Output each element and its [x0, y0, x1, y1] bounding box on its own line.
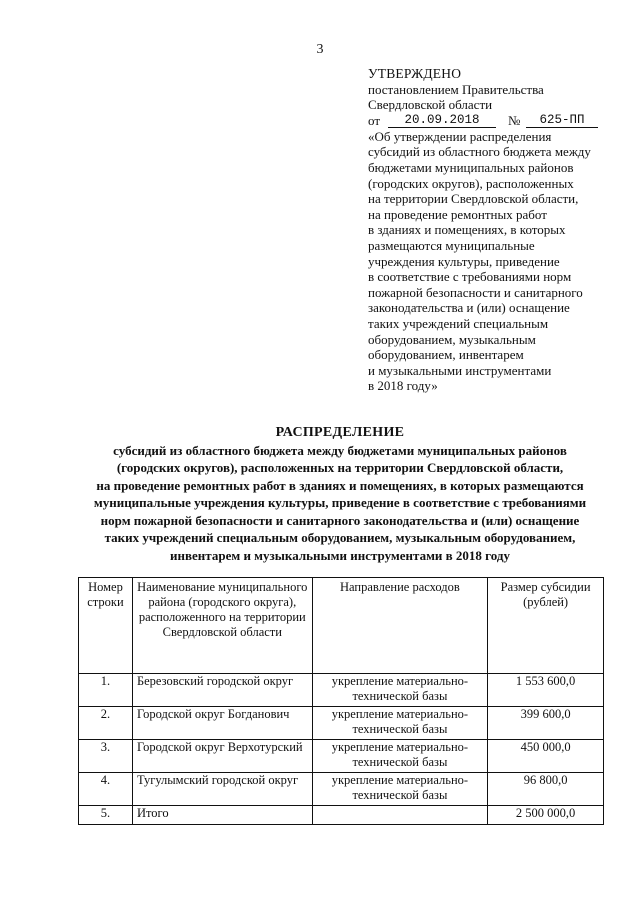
row-name: Березовский городской округ [132, 674, 312, 707]
approval-block [368, 66, 618, 394]
resolution-title-line: и музыкальными инструментами [368, 362, 552, 378]
resolution-title [368, 129, 618, 394]
row-amount: 450 000,0 [488, 740, 604, 773]
resolution-title-line: на проведение ремонтных работ [368, 206, 547, 222]
resolution-title-line: «Об утверждении распределения [368, 128, 552, 144]
resolution-title-line: субсидий из областного бюджета между [368, 144, 591, 160]
row-direction: укрепление материально-технической базы [312, 773, 488, 806]
resolution-title-line: в зданиях и помещениях, в которых [368, 222, 566, 238]
total-amount: 2 500 000,0 [488, 806, 604, 825]
row-direction: укрепление материально-технической базы [312, 740, 488, 773]
document-subtitle-line: муниципальные учреждения культуры, приведение в соответствие с требованиями [93, 495, 587, 510]
table-total-row [79, 806, 604, 825]
document-heading [70, 424, 610, 564]
row-direction: укрепление материально-технической базы [312, 674, 488, 707]
row-number: 4. [79, 773, 133, 806]
row-number: 1. [79, 674, 133, 707]
total-label: Итого [132, 806, 312, 825]
resolution-title-line: в соответствие с требованиями норм [368, 269, 572, 285]
column-header-number: Номер строки [79, 578, 133, 674]
row-direction: укрепление материально-технической базы [312, 707, 488, 740]
resolution-number: 625-ПП [526, 113, 598, 128]
resolution-title-line: на территории Свердловской области, [368, 191, 579, 207]
approval-line-2: Свердловской области [368, 97, 493, 113]
row-number: 2. [79, 707, 133, 740]
document-subtitle-line: таких учреждений специальным оборудованием, музыкальным оборудованием, [104, 530, 576, 545]
table-row [79, 674, 604, 707]
approval-line-1: постановлением Правительства [368, 81, 544, 97]
table-row [79, 740, 604, 773]
table-row [79, 773, 604, 806]
column-header-direction: Направление расходов [312, 578, 488, 674]
approval-date-line [368, 113, 618, 129]
row-amount: 399 600,0 [488, 707, 604, 740]
resolution-title-line: таких учреждений специальным [368, 315, 549, 331]
resolution-title-line: учреждения культуры, приведение [368, 253, 560, 269]
resolution-title-line: оборудованием, инвентарем [368, 347, 524, 363]
table-header-row [79, 578, 604, 674]
document-subtitle-line: (городских округов), расположенных на территории Свердловской области, [116, 460, 564, 475]
row-name: Городской округ Богданович [132, 707, 312, 740]
date-prefix: от [368, 112, 381, 128]
row-name: Тугулымский городской округ [132, 773, 312, 806]
document-title: РАСПРЕДЕЛЕНИЕ [275, 425, 405, 440]
column-header-name: Наименование муниципального района (городского округа), расположенного на территории Свердловской области [132, 578, 312, 674]
document-subtitle-line: на проведение ремонтных работ в зданиях и помещениях, в которых размещаются [96, 477, 584, 493]
resolution-title-line: бюджетами муниципальных районов [368, 159, 574, 175]
document-subtitle-line: норм пожарной безопасности и санитарного законодательства и (или) оснащение [100, 512, 580, 528]
total-number: 5. [79, 806, 133, 825]
row-amount: 96 800,0 [488, 773, 604, 806]
document-subtitle-line: инвентарем и музыкальными инструментами в 2018 году [170, 547, 510, 563]
resolution-date: 20.09.2018 [388, 113, 496, 128]
resolution-title-line: в 2018 году» [368, 378, 438, 394]
approval-heading: УТВЕРЖДЕНО [368, 66, 462, 81]
page-number: 3 [316, 42, 324, 57]
resolution-title-line: размещаются муниципальные [368, 237, 535, 253]
subsidy-table [78, 577, 604, 825]
total-direction [312, 806, 488, 825]
column-header-amount: Размер субсидии (рублей) [488, 578, 604, 674]
row-name: Городской округ Верхотурский [132, 740, 312, 773]
table-row [79, 707, 604, 740]
row-amount: 1 553 600,0 [488, 674, 604, 707]
document-subtitle-line: субсидий из областного бюджета между бюджетами муниципальных районов [113, 442, 567, 458]
row-number: 3. [79, 740, 133, 773]
resolution-title-line: (городских округов), расположенных [368, 175, 574, 191]
resolution-title-line: пожарной безопасности и санитарного [368, 284, 583, 300]
resolution-title-line: оборудованием, музыкальным [368, 331, 536, 347]
resolution-title-line: законодательства и (или) оснащение [368, 300, 570, 316]
number-prefix: № [508, 112, 521, 128]
